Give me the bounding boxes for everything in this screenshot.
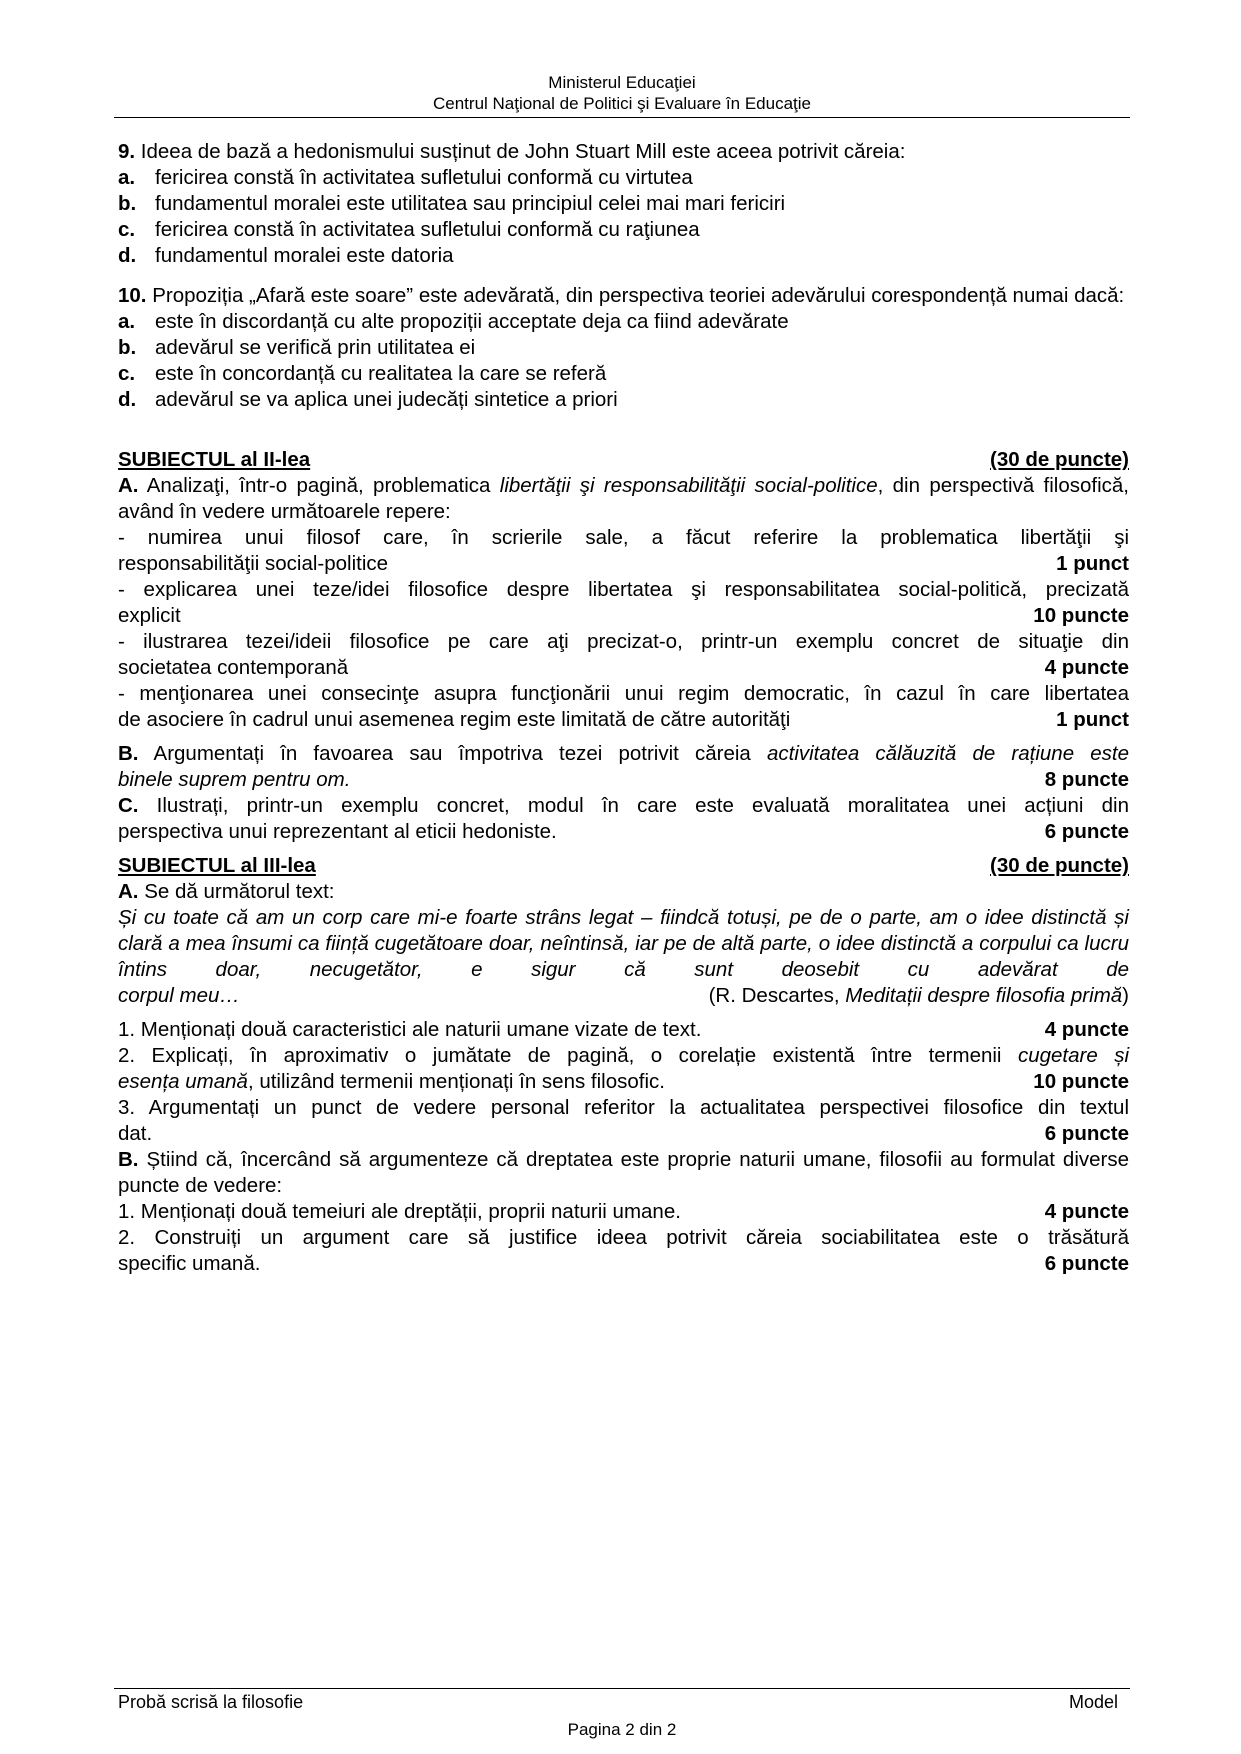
section-3a: A. Se dă următorul text: Și cu toate că am un corp care mi-e foarte strâns legat – fiindcă totuși, pe de o parte, am o idee distinctă și clară a mea însumi ca ființă cugetătoare doar, neîntinsă, iar pe de altă parte, o idee distinctă a corpului ca lucru întins doar, necugetător, e sigur că sunt deosebit cu adevărat de corpul meu… (R. Descartes, Meditații despre filosofia primă) 1. Menționați două caracteristici ale naturii umane vizate de text. 4 puncte 2. Explicați, în aproximativ o jumătate de pagină, o corelație existentă între termenii cugetare și esența umană, utilizând termenii menționați în sens filosofic. 10 puncte 3. Argumentați un punct de vedere personal referitor la actualitatea perspectivei filosofice din textul dat. 6 puncte [118,880,1129,1145]
requirement-item: - menţionarea unei consecinţe asupra funcţionării unui regim democratic, în cazul în care libertatea de asociere în cadrul unui asemenea regim este limitată de către autorităţi 1 punct [118,682,1129,731]
requirement-item: 1. Menționați două temeiuri ale dreptății, proprii naturii umane. 4 puncte [118,1200,1129,1223]
footer-rule [114,1688,1130,1689]
page-header [114,72,1130,114]
question-stem: Propoziția „Afară este soare” este adevărată, din perspectiva teoriei adevărului corespondență numai dacă: [146,284,1125,307]
requirement-item: - numirea unui filosof care, în scrierile sale, a făcut referire la problematica libertăţii şi responsabilităţii social-politice 1 punct [118,526,1129,575]
section-2a: A. Analizaţi, într-o pagină, problematica libertăţii şi responsabilităţii social-politice, din perspectivă filosofică, având în vedere următoarele repere: - numirea unui filosof care, în scrierile sale, a făcut referire la problematica libertăţii şi responsabilităţii social-politice 1 punct - explicarea unei teze/idei filosofice despre libertatea şi responsabilitatea social-politică, precizată explicit 10 puncte - ilustrarea tezei/ideii filosofice pe care aţi precizat-o, printr-un exemplu concret de situaţie din societatea contemporană 4 puncte - menţionarea unei consecinţe asupra funcţionării unui regim democratic, în cazul în care libertatea de asociere în cadrul unui asemenea regim este limitată de către autorităţi 1 punct [118,474,1129,731]
section-3-heading: SUBIECTUL al III-lea (30 de puncte) [118,854,1129,877]
center-name: Centrul Naţional de Politici şi Evaluare în Educaţie [433,94,811,113]
option-d: d. fundamentul moralei este datoria [118,244,454,267]
header-rule [114,117,1130,118]
option-b: b. adevărul se verifică prin utilitatea ei [118,336,476,359]
question-stem: Ideea de bază a hedonismului susținut de John Stuart Mill este aceea potrivit căreia: [135,140,906,163]
question-number: 9. [118,140,136,163]
option-a: a. fericirea constă în activitatea sufletului conformă cu virtutea [118,166,693,189]
section-2-heading: SUBIECTUL al II-lea (30 de puncte) [118,448,1129,471]
option-b: b. fundamentul moralei este utilitatea sau principiul celei mai mari fericiri [118,192,786,215]
quote-text: Și cu toate că am un corp care mi-e foarte strâns legat – fiindcă totuși, pe de o parte, am o idee distinctă și clară a mea însumi ca ființă cugetătoare doar, neîntinsă, iar pe de altă parte, o idee distinctă a corpului ca lucru întins doar, necugetător, e sigur că sunt deosebit cu adevărat de [118,906,1129,981]
requirement-item: 2. Construiți un argument care să justifice ideea potrivit căreia sociabilitatea este o trăsătură specific umană. 6 puncte [118,1226,1129,1275]
option-a: a. este în discordanță cu alte propoziții acceptate deja ca fiind adevărate [118,310,789,333]
question-number: 10. [118,284,147,307]
section-3b: B. Știind că, încercând să argumenteze că dreptatea este proprie naturii umane, filosofii au formulat diverse puncte de vedere: 1. Menționați două temeiuri ale dreptății, proprii naturii umane. 4 puncte 2. Construiți un argument care să justifice ideea potrivit căreia sociabilitatea este o trăsătură specific umană. 6 puncte [118,1148,1129,1275]
option-c: c. fericirea constă în activitatea sufletului conformă cu raţiunea [118,218,700,241]
requirement-item: - explicarea unei teze/idei filosofice despre libertatea şi responsabilitatea social-politică, precizată explicit 10 puncte [118,578,1129,627]
ministry-name: Ministerul Educaţiei [548,73,696,92]
requirement-item: 2. Explicați, în aproximativ o jumătate de pagină, o corelație existentă între termenii cugetare și esența umană, utilizând termenii menționați în sens filosofic. 10 puncte [118,1044,1129,1093]
requirement-item: - ilustrarea tezei/ideii filosofice pe care aţi precizat-o, printr-un exemplu concret de situaţie din societatea contemporană 4 puncte [118,630,1129,679]
option-d: d. adevărul se va aplica unei judecăți sintetice a priori [118,388,618,411]
requirement-item: 1. Menționați două caracteristici ale naturii umane vizate de text. 4 puncte [118,1018,1129,1041]
document-body [118,139,1129,1277]
option-c: c. este în concordanță cu realitatea la care se referă [118,362,607,385]
exam-name: Probă scrisă la filosofie [118,1692,304,1712]
page-footer [118,1692,1118,1713]
requirement-item: 3. Argumentați un punct de vedere personal referitor la actualitatea perspectivei filosofice din textul dat. 6 puncte [118,1096,1129,1145]
section-2b: B. Argumentați în favoarea sau împotriva tezei potrivit căreia activitatea călăuzită de rațiune este binele suprem pentru om. 8 puncte [118,742,1129,791]
question-10 [118,283,1129,413]
section-2c: C. Ilustrați, printr-un exemplu concret, modul în care este evaluată moralitatea unei acțiuni din perspectiva unui reprezentant al eticii hedoniste. 6 puncte [118,794,1129,843]
quote-source: corpul meu… (R. Descartes, Meditații despre filosofia primă) [118,984,1129,1007]
page-number: Pagina 2 din 2 [567,1720,677,1739]
question-9 [118,139,1129,269]
exam-variant: Model [1068,1692,1118,1712]
